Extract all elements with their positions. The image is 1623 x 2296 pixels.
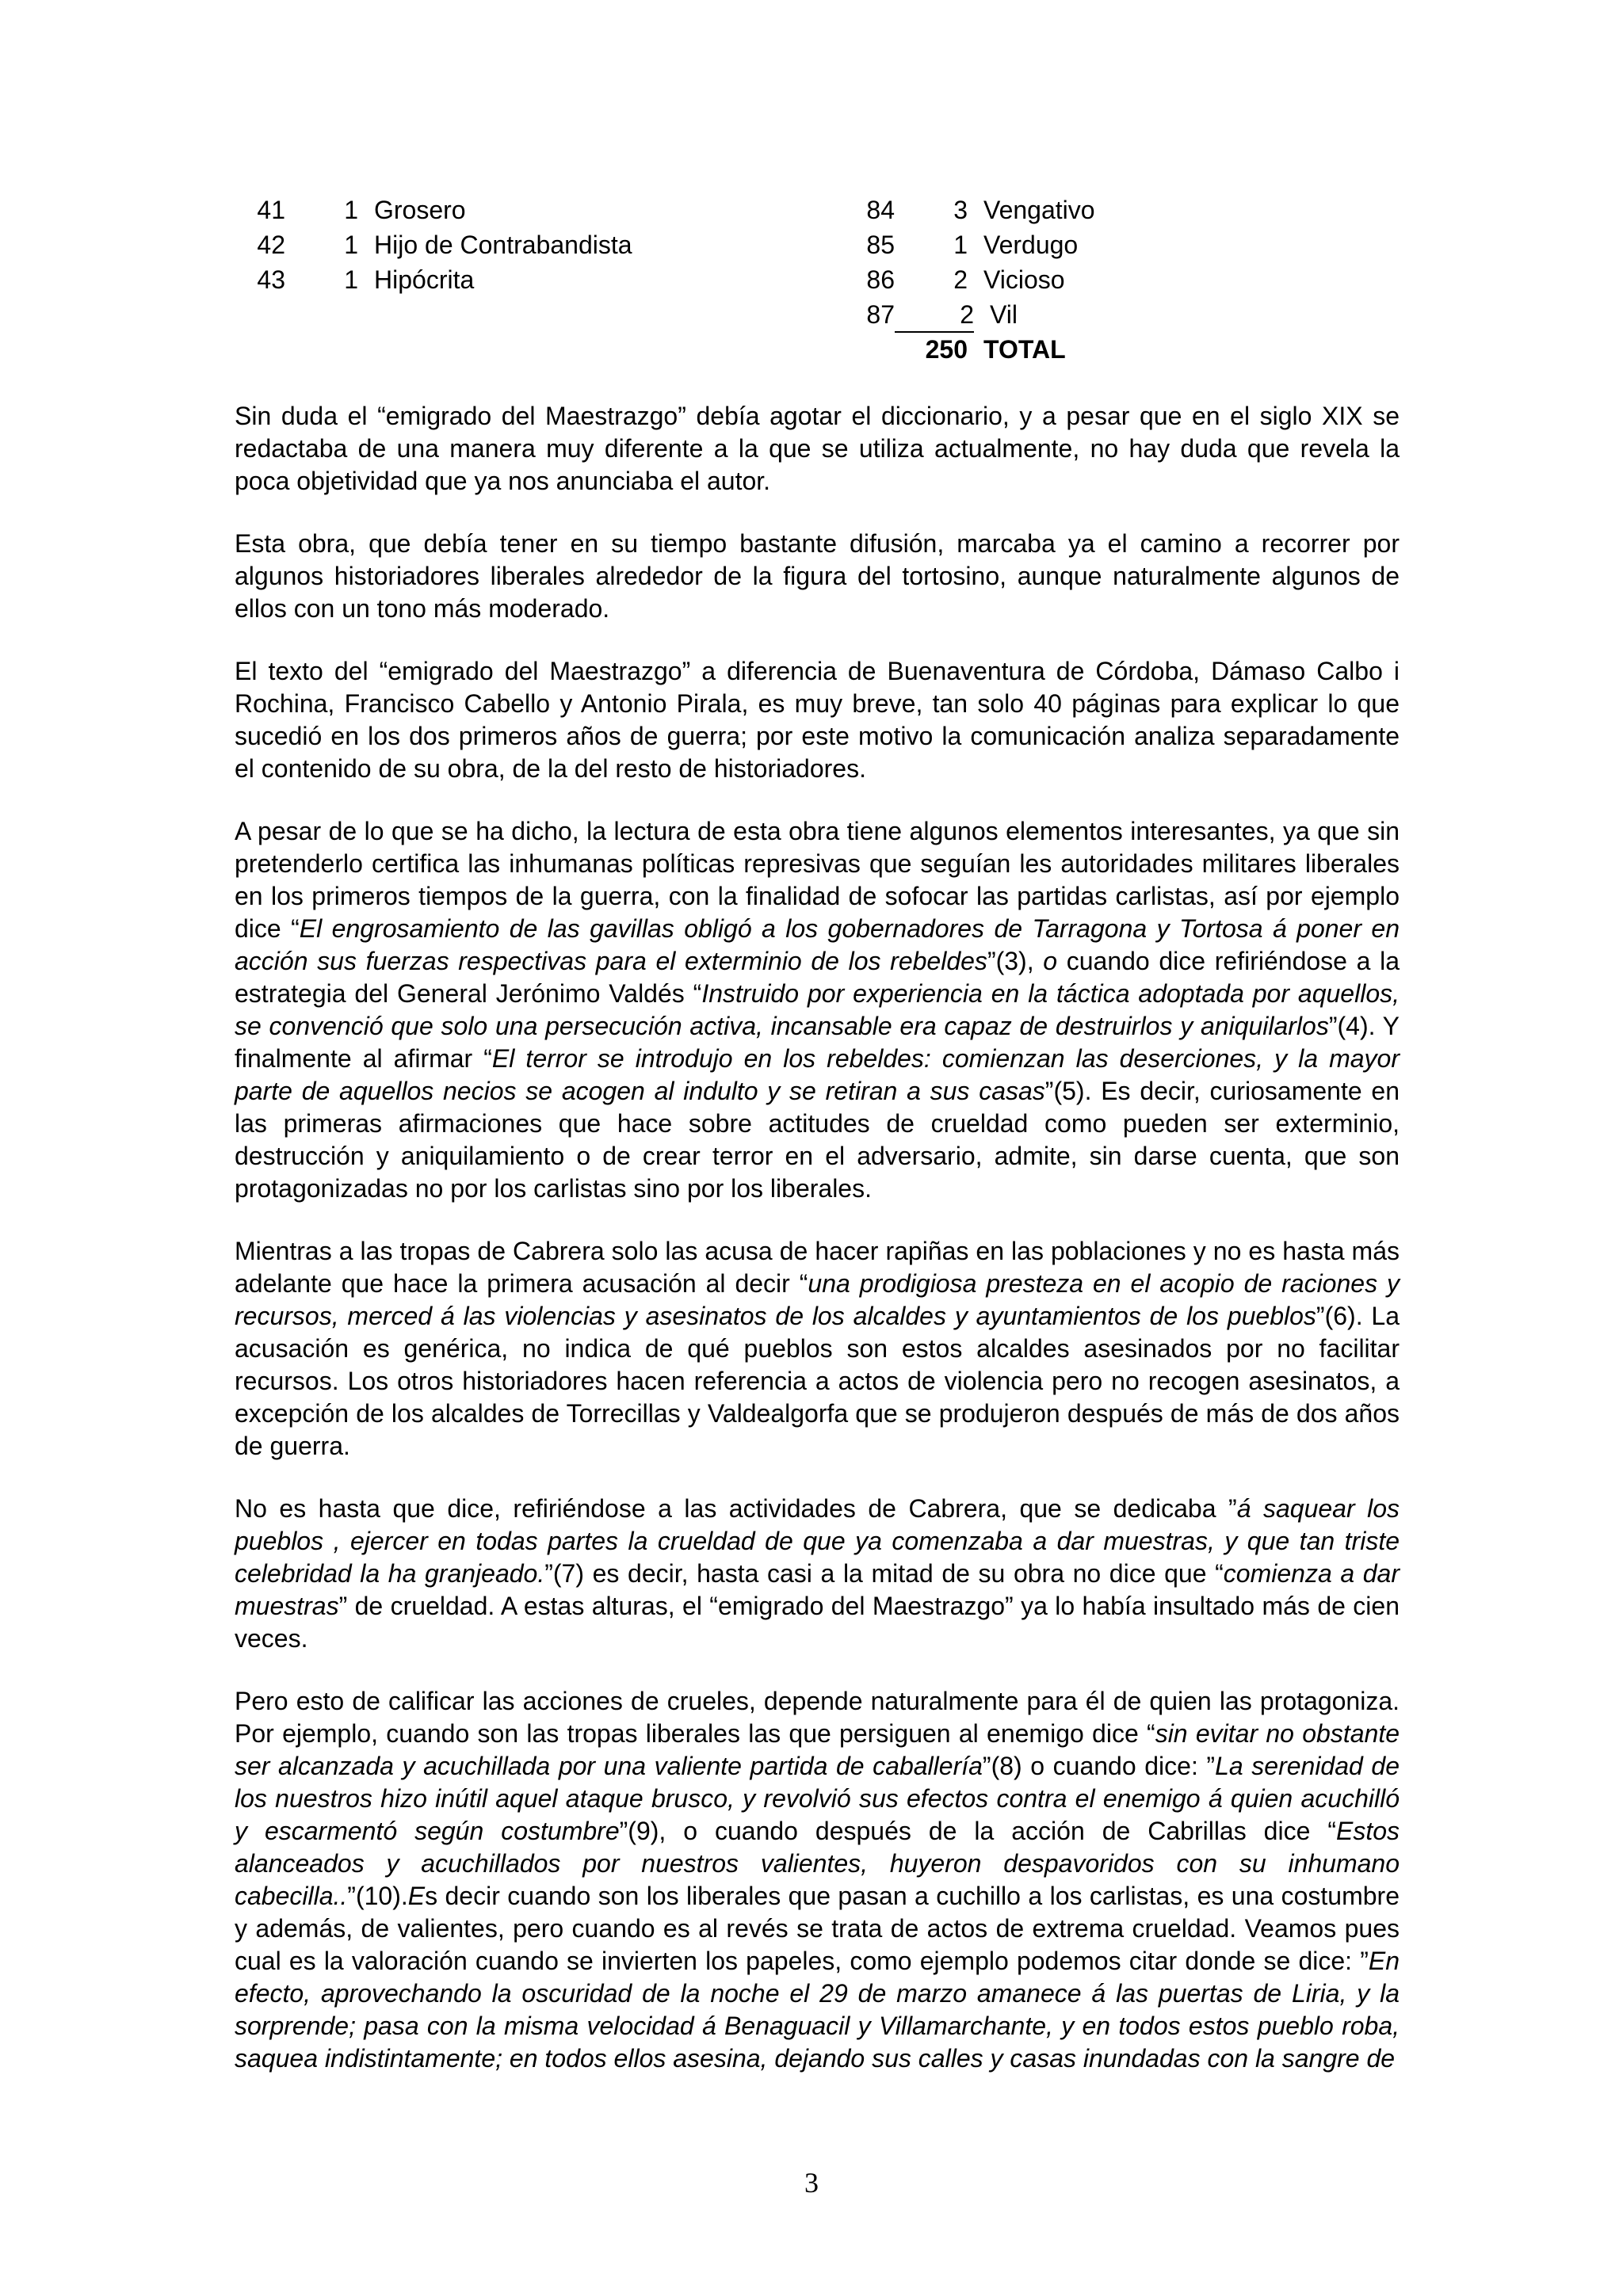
paragraph	[235, 1685, 1400, 2075]
table-row	[844, 229, 1095, 264]
text-run: ”(4). Y finalmente al afirmar “	[235, 1012, 1400, 1073]
table-row-number: 84	[866, 196, 895, 224]
text-run: ”(5). Es decir, curiosamente en las primeras afirmaciones que hace sobre actitudes de crueldad como pueden ser exterminio, destrucción y aniquilamiento o de crear terror en el adversario, admite, sin darse cuenta, que son protagonizadas no por los carlistas sino por los liberales.	[235, 1077, 1400, 1203]
table-row-number: 87	[866, 300, 895, 329]
table-row-count: 2	[895, 299, 974, 333]
table-row-count: 250	[925, 335, 968, 364]
paragraph	[235, 400, 1400, 498]
text-run: Pero esto de calificar las acciones de crueles, depende naturalmente para él de quien las protagoniza. Por ejemplo, cuando son las tropas liberales las que persiguen al enemigo dice “	[235, 1687, 1400, 1748]
table-row-number: 85	[866, 231, 895, 259]
text-run: Esta obra, que debía tener en su tiempo bastante difusión, marcaba ya el camino a recorrer por algunos historiadores liberales alrededor de la figura del tortosino, aunque naturalmente algunos de ellos con un tono más moderado.	[235, 529, 1400, 623]
table-row-number: 41	[257, 196, 285, 224]
table-row-label: Vicioso	[983, 265, 1065, 294]
table-row-count: 3	[953, 196, 968, 224]
text-run: ”(10).	[347, 1882, 408, 1910]
table-row	[235, 229, 632, 264]
paragraph	[235, 655, 1400, 785]
table-row-label: Hipócrita	[374, 265, 475, 294]
table-row	[235, 264, 632, 299]
word-frequency-table-left	[235, 194, 632, 299]
table-row-count: 1	[344, 196, 358, 224]
quoted-text: sin evitar no obstante ser alcanzada y acuchillada por una valiente partida de caballería	[235, 1719, 1400, 1780]
table-row	[844, 264, 1095, 299]
table-row-count: 2	[953, 265, 968, 294]
page-number: 3	[804, 2167, 819, 2199]
paragraph	[235, 815, 1400, 1205]
quoted-text: una prodigiosa presteza en el acopio de raciones y recursos, merced á las violencias y asesinatos de los alcaldes y ayuntamientos de los pueblos	[235, 1269, 1400, 1330]
text-run: ”(8) o cuando dice: ”	[982, 1752, 1216, 1780]
text-run: A pesar de lo que se ha dicho, la lectura de esta obra tiene algunos elementos interesantes, ya que sin pretenderlo certifica las inhumanas políticas represivas que seguían les autoridades militares liberales en los primeros tiempos de la guerra, con la finalidad de sofocar las partidas carlistas, así por ejemplo dice “	[235, 817, 1400, 943]
table-total-row	[844, 334, 1095, 368]
text-run: Sin duda el “emigrado del Maestrazgo” debía agotar el diccionario, y a pesar que en el siglo XIX se redactaba de una manera muy diferente a la que se utiliza actualmente, no hay duda que revela la poca objetividad que ya nos anunciaba el autor.	[235, 402, 1400, 495]
document-body	[235, 400, 1400, 2105]
table-row-label: Vengativo	[983, 196, 1095, 224]
quoted-text: comienza a dar muestras	[235, 1559, 1400, 1620]
table-row-count: 1	[344, 265, 358, 294]
table-row-number: 43	[257, 265, 285, 294]
paragraph	[235, 1235, 1400, 1463]
table-row-number: 86	[866, 265, 895, 294]
table-row-number: 42	[257, 231, 285, 259]
table-row-label: Verdugo	[983, 231, 1079, 259]
text-run: ” de crueldad. A estas alturas, el “emigrado del Maestrazgo” ya lo había insultado más de cien veces.	[235, 1592, 1400, 1653]
table-row-label: TOTAL	[983, 335, 1066, 364]
quoted-text: La serenidad de los nuestros hizo inútil aquel ataque brusco, y revolvió sus efectos contra el enemigo á quien acuchilló y escarmentó según costumbre	[235, 1752, 1400, 1845]
text-run: ”(3),	[987, 947, 1044, 975]
text-run: s decir cuando son los liberales que pasan a cuchillo a los carlistas, es una costumbre y además, de valientes, pero cuando es al revés se trata de actos de extrema crueldad. Veamos pues cual es la valoración cuando se invierten los papeles, como ejemplo podemos citar donde se dice: ”	[235, 1882, 1400, 1975]
text-run: cuando dice refiriéndose a la estrategia del General Jerónimo Valdés “	[235, 947, 1400, 1008]
text-run: No es hasta que dice, refiriéndose a las actividades de Cabrera, que se dedicaba ”	[235, 1494, 1237, 1523]
quoted-text: El terror se introdujo en los rebeldes: comienzan las deserciones, y la mayor parte de aquellos necios se acogen al indulto y se retiran a sus casas	[235, 1044, 1400, 1105]
paragraph	[235, 528, 1400, 625]
table-row	[844, 194, 1095, 229]
table-row-label: Grosero	[374, 196, 466, 224]
quoted-text: E	[407, 1882, 426, 1910]
text-run: El texto del “emigrado del Maestrazgo” a diferencia de Buenaventura de Córdoba, Dámaso Calbo i Rochina, Francisco Cabello y Antonio Pirala, es muy breve, tan solo 40 páginas para explicar lo que sucedió en los dos primeros años de guerra; por este motivo la comunicación analiza separadamente el contenido de su obra, de la del resto de historiadores.	[235, 657, 1400, 783]
table-row	[235, 194, 632, 229]
quoted-text: Estos alanceados y acuchillados por nuestros valientes, huyeron despavoridos con su inhumano cabecilla..	[235, 1817, 1400, 1910]
quoted-text: á saquear los pueblos , ejercer en todas partes la crueldad de que ya comenzaba a dar muestras, y que tan triste celebridad la ha granjeado.	[235, 1494, 1400, 1588]
table-row-label: Vil	[990, 300, 1018, 329]
quoted-text: En efecto, aprovechando la oscuridad de la noche el 29 de marzo amanece á las puertas de Liria, y la sorprende; pasa con la misma velocidad á Benaguacil y Villamarchante, y en todos estos pueblo roba, saquea indistintamente; en todos ellos asesina, dejando sus calles y casas inundadas con la sangre de	[235, 1947, 1400, 2073]
table-row	[844, 299, 1095, 334]
quoted-text: o	[1043, 947, 1058, 975]
paragraph	[235, 1493, 1400, 1655]
text-run: Mientras a las tropas de Cabrera solo las acusa de hacer rapiñas en las poblaciones y no es hasta más adelante que hace la primera acusación al decir “	[235, 1237, 1400, 1298]
word-frequency-table-right	[844, 194, 1095, 368]
quoted-text: Instruido por experiencia en la táctica adoptada por aquellos, se convenció que solo una persecución activa, incansable era capaz de destruirlos y aniquilarlos	[235, 979, 1400, 1040]
quoted-text: El engrosamiento de las gavillas obligó a los gobernadores de Tarragona y Tortosa á poner en acción sus fuerzas respectivas para el exterminio de los rebeldes	[235, 914, 1400, 975]
table-row-label: Hijo de Contrabandista	[374, 231, 632, 259]
table-row-count: 1	[344, 231, 358, 259]
table-row-count: 1	[953, 231, 968, 259]
text-run: ”(9), o cuando después de la acción de Cabrillas dice “	[619, 1817, 1336, 1845]
text-run: ”(6). La acusación es genérica, no indica de qué pueblos son estos alcaldes asesinados por no facilitar recursos. Los otros historiadores hacen referencia a actos de violencia pero no recogen asesinatos, a excepción de los alcaldes de Torrecillas y Valdealgorfa que se produjeron después de más de dos años de guerra.	[235, 1302, 1400, 1460]
text-run: ”(7) es decir, hasta casi a la mitad de su obra no dice que “	[544, 1559, 1224, 1588]
